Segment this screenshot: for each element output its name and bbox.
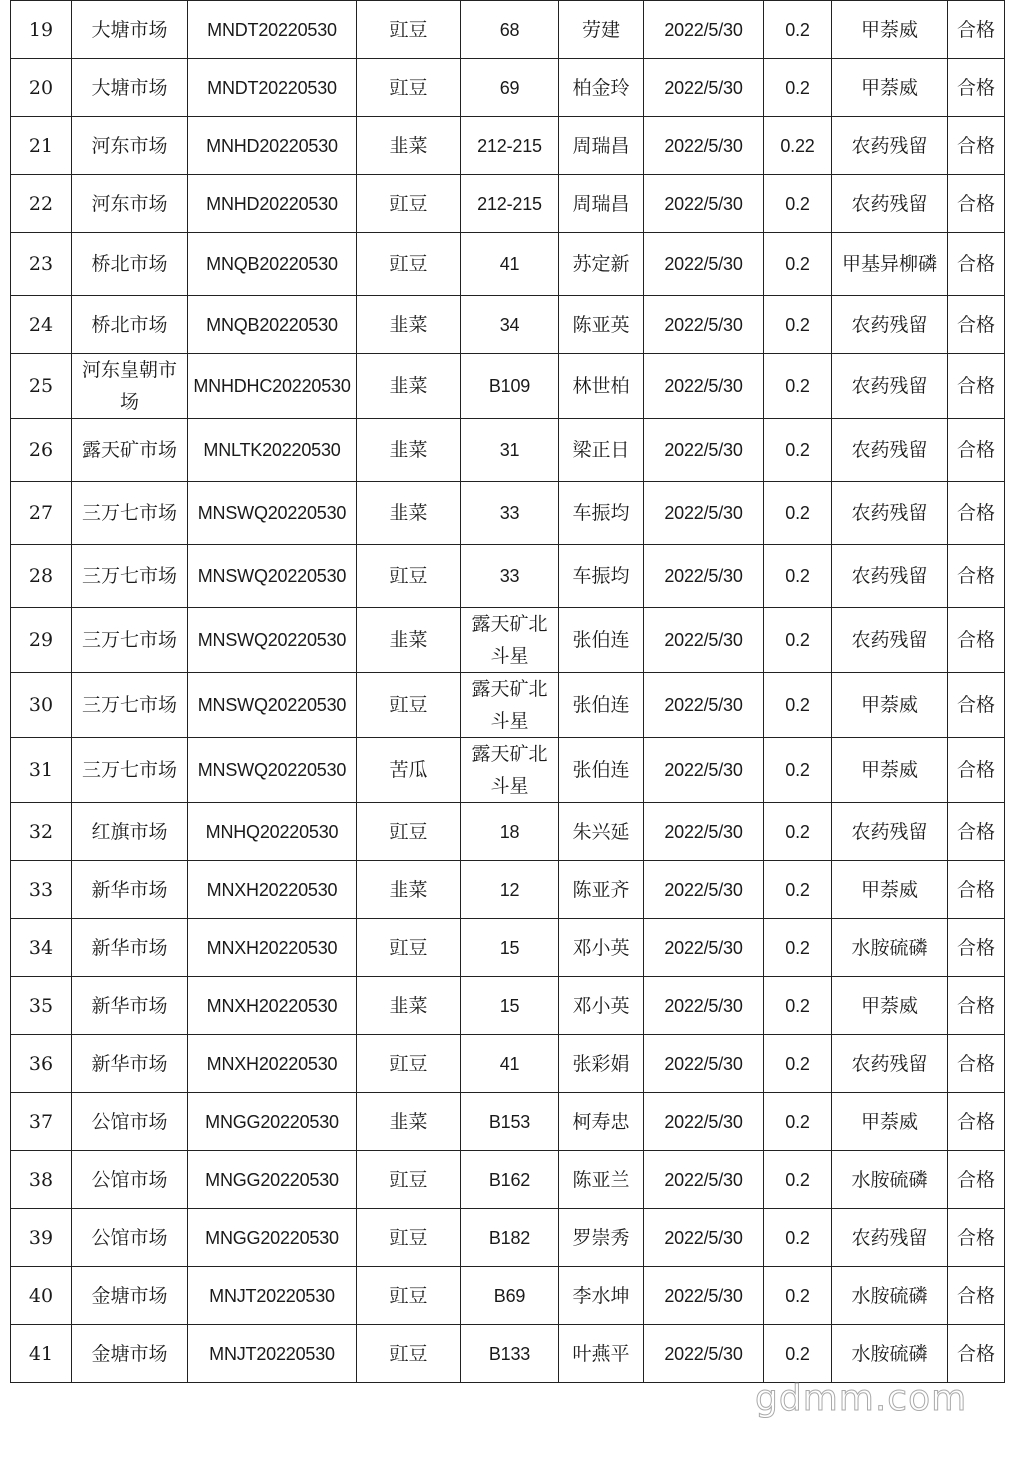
result-cell: 合格 [948, 803, 1005, 861]
market-cell: 桥北市场 [72, 233, 188, 296]
table-row [11, 482, 1005, 545]
test-item-cell: 甲萘威 [832, 738, 948, 803]
sample-code-cell: MNXH20220530 [188, 861, 357, 919]
test-item-cell: 水胺硫磷 [832, 919, 948, 977]
result-cell: 合格 [948, 545, 1005, 608]
owner-cell: 柯寿忠 [559, 1093, 644, 1151]
owner-cell: 张彩娟 [559, 1035, 644, 1093]
date-cell: 2022/5/30 [644, 673, 764, 738]
stall-cell: 12 [461, 861, 559, 919]
date-cell: 2022/5/30 [644, 1035, 764, 1093]
stall-cell: 露天矿北斗星 [461, 738, 559, 803]
date-cell: 2022/5/30 [644, 1151, 764, 1209]
owner-cell: 车振均 [559, 545, 644, 608]
stall-cell: B109 [461, 354, 559, 419]
test-item-cell: 农药残留 [832, 419, 948, 482]
stall-cell: 33 [461, 482, 559, 545]
item-cell: 豇豆 [357, 1, 461, 59]
result-cell: 合格 [948, 977, 1005, 1035]
stall-cell: 18 [461, 803, 559, 861]
item-cell: 韭菜 [357, 117, 461, 175]
table-row [11, 419, 1005, 482]
table-row [11, 1035, 1005, 1093]
test-item-cell: 甲萘威 [832, 59, 948, 117]
market-cell: 红旗市场 [72, 803, 188, 861]
owner-cell: 梁正日 [559, 419, 644, 482]
item-cell: 豇豆 [357, 673, 461, 738]
market-cell: 露天矿市场 [72, 419, 188, 482]
stall-cell: B153 [461, 1093, 559, 1151]
sample-code-cell: MNJT20220530 [188, 1267, 357, 1325]
test-item-cell: 甲萘威 [832, 1, 948, 59]
market-cell: 大塘市场 [72, 59, 188, 117]
row-number: 28 [11, 545, 72, 608]
test-item-cell: 甲萘威 [832, 977, 948, 1035]
test-item-cell: 甲萘威 [832, 1093, 948, 1151]
result-cell: 合格 [948, 233, 1005, 296]
result-cell: 合格 [948, 919, 1005, 977]
table-row [11, 673, 1005, 738]
test-item-cell: 水胺硫磷 [832, 1325, 948, 1383]
market-cell: 新华市场 [72, 977, 188, 1035]
item-cell: 韭菜 [357, 861, 461, 919]
item-cell: 韭菜 [357, 608, 461, 673]
amount-cell: 0.2 [764, 803, 832, 861]
item-cell: 豇豆 [357, 919, 461, 977]
test-item-cell: 水胺硫磷 [832, 1267, 948, 1325]
market-cell: 河东市场 [72, 117, 188, 175]
date-cell: 2022/5/30 [644, 1093, 764, 1151]
market-cell: 三万七市场 [72, 545, 188, 608]
date-cell: 2022/5/30 [644, 545, 764, 608]
row-number: 41 [11, 1325, 72, 1383]
test-item-cell: 农药残留 [832, 803, 948, 861]
item-cell: 苦瓜 [357, 738, 461, 803]
date-cell: 2022/5/30 [644, 738, 764, 803]
result-cell: 合格 [948, 861, 1005, 919]
table-row [11, 233, 1005, 296]
amount-cell: 0.2 [764, 545, 832, 608]
market-cell: 公馆市场 [72, 1209, 188, 1267]
owner-cell: 陈亚齐 [559, 861, 644, 919]
item-cell: 豇豆 [357, 545, 461, 608]
market-cell: 桥北市场 [72, 296, 188, 354]
test-item-cell: 甲萘威 [832, 861, 948, 919]
row-number: 35 [11, 977, 72, 1035]
item-cell: 豇豆 [357, 59, 461, 117]
date-cell: 2022/5/30 [644, 803, 764, 861]
item-cell: 豇豆 [357, 1151, 461, 1209]
date-cell: 2022/5/30 [644, 861, 764, 919]
result-cell: 合格 [948, 1093, 1005, 1151]
table-row [11, 977, 1005, 1035]
date-cell: 2022/5/30 [644, 482, 764, 545]
stall-cell: 41 [461, 1035, 559, 1093]
owner-cell: 叶燕平 [559, 1325, 644, 1383]
sample-code-cell: MNJT20220530 [188, 1325, 357, 1383]
sample-code-cell: MNHD20220530 [188, 117, 357, 175]
result-cell: 合格 [948, 1267, 1005, 1325]
market-cell: 大塘市场 [72, 1, 188, 59]
row-number: 39 [11, 1209, 72, 1267]
table-row [11, 738, 1005, 803]
amount-cell: 0.2 [764, 419, 832, 482]
test-item-cell: 农药残留 [832, 175, 948, 233]
owner-cell: 罗崇秀 [559, 1209, 644, 1267]
amount-cell: 0.2 [764, 673, 832, 738]
stall-cell: 69 [461, 59, 559, 117]
item-cell: 韭菜 [357, 419, 461, 482]
sample-code-cell: MNXH20220530 [188, 919, 357, 977]
amount-cell: 0.2 [764, 861, 832, 919]
row-number: 24 [11, 296, 72, 354]
sample-code-cell: MNHD20220530 [188, 175, 357, 233]
amount-cell: 0.2 [764, 919, 832, 977]
amount-cell: 0.2 [764, 1, 832, 59]
amount-cell: 0.2 [764, 1035, 832, 1093]
test-item-cell: 农药残留 [832, 545, 948, 608]
amount-cell: 0.2 [764, 354, 832, 419]
sample-code-cell: MNSWQ20220530 [188, 545, 357, 608]
table-row [11, 1151, 1005, 1209]
market-cell: 金塘市场 [72, 1267, 188, 1325]
date-cell: 2022/5/30 [644, 59, 764, 117]
market-cell: 三万七市场 [72, 738, 188, 803]
amount-cell: 0.2 [764, 977, 832, 1035]
stall-cell: 212-215 [461, 117, 559, 175]
owner-cell: 李水坤 [559, 1267, 644, 1325]
sample-code-cell: MNHDHC20220530 [188, 354, 357, 419]
item-cell: 豇豆 [357, 175, 461, 233]
item-cell: 韭菜 [357, 354, 461, 419]
table-row [11, 175, 1005, 233]
table-row [11, 1267, 1005, 1325]
sample-code-cell: MNXH20220530 [188, 977, 357, 1035]
test-item-cell: 农药残留 [832, 608, 948, 673]
row-number: 29 [11, 608, 72, 673]
test-item-cell: 甲萘威 [832, 673, 948, 738]
row-number: 19 [11, 1, 72, 59]
date-cell: 2022/5/30 [644, 117, 764, 175]
result-cell: 合格 [948, 482, 1005, 545]
table-row [11, 1093, 1005, 1151]
date-cell: 2022/5/30 [644, 919, 764, 977]
stall-cell: B133 [461, 1325, 559, 1383]
stall-cell: B69 [461, 1267, 559, 1325]
result-cell: 合格 [948, 1209, 1005, 1267]
item-cell: 豇豆 [357, 803, 461, 861]
row-number: 22 [11, 175, 72, 233]
stall-cell: 34 [461, 296, 559, 354]
owner-cell: 林世柏 [559, 354, 644, 419]
sample-code-cell: MNHQ20220530 [188, 803, 357, 861]
inspection-results-table [10, 0, 1005, 1383]
date-cell: 2022/5/30 [644, 1, 764, 59]
date-cell: 2022/5/30 [644, 175, 764, 233]
row-number: 33 [11, 861, 72, 919]
date-cell: 2022/5/30 [644, 419, 764, 482]
amount-cell: 0.22 [764, 117, 832, 175]
date-cell: 2022/5/30 [644, 1209, 764, 1267]
owner-cell: 周瑞昌 [559, 175, 644, 233]
item-cell: 豇豆 [357, 1325, 461, 1383]
row-number: 26 [11, 419, 72, 482]
result-cell: 合格 [948, 296, 1005, 354]
sample-code-cell: MNGG20220530 [188, 1151, 357, 1209]
sample-code-cell: MNQB20220530 [188, 296, 357, 354]
table-row [11, 545, 1005, 608]
stall-cell: B182 [461, 1209, 559, 1267]
row-number: 27 [11, 482, 72, 545]
table-row [11, 354, 1005, 419]
sample-code-cell: MNQB20220530 [188, 233, 357, 296]
test-item-cell: 农药残留 [832, 1209, 948, 1267]
amount-cell: 0.2 [764, 1209, 832, 1267]
item-cell: 韭菜 [357, 977, 461, 1035]
row-number: 32 [11, 803, 72, 861]
owner-cell: 苏定新 [559, 233, 644, 296]
table-row [11, 608, 1005, 673]
date-cell: 2022/5/30 [644, 233, 764, 296]
sample-code-cell: MNLTK20220530 [188, 419, 357, 482]
row-number: 23 [11, 233, 72, 296]
table-row [11, 1, 1005, 59]
result-cell: 合格 [948, 1, 1005, 59]
amount-cell: 0.2 [764, 738, 832, 803]
table-row [11, 861, 1005, 919]
result-cell: 合格 [948, 419, 1005, 482]
sample-code-cell: MNSWQ20220530 [188, 608, 357, 673]
sample-code-cell: MNSWQ20220530 [188, 738, 357, 803]
row-number: 31 [11, 738, 72, 803]
amount-cell: 0.2 [764, 1093, 832, 1151]
table-row [11, 1209, 1005, 1267]
market-cell: 公馆市场 [72, 1093, 188, 1151]
owner-cell: 劳建 [559, 1, 644, 59]
item-cell: 韭菜 [357, 296, 461, 354]
date-cell: 2022/5/30 [644, 296, 764, 354]
sample-code-cell: MNDT20220530 [188, 1, 357, 59]
owner-cell: 邓小英 [559, 977, 644, 1035]
date-cell: 2022/5/30 [644, 1325, 764, 1383]
date-cell: 2022/5/30 [644, 354, 764, 419]
item-cell: 豇豆 [357, 1035, 461, 1093]
stall-cell: 212-215 [461, 175, 559, 233]
sample-code-cell: MNXH20220530 [188, 1035, 357, 1093]
row-number: 21 [11, 117, 72, 175]
result-cell: 合格 [948, 738, 1005, 803]
test-item-cell: 农药残留 [832, 296, 948, 354]
table-row [11, 1325, 1005, 1383]
market-cell: 新华市场 [72, 919, 188, 977]
owner-cell: 车振均 [559, 482, 644, 545]
row-number: 20 [11, 59, 72, 117]
stall-cell: 15 [461, 977, 559, 1035]
market-cell: 三万七市场 [72, 608, 188, 673]
date-cell: 2022/5/30 [644, 977, 764, 1035]
sample-code-cell: MNDT20220530 [188, 59, 357, 117]
sample-code-cell: MNGG20220530 [188, 1093, 357, 1151]
sample-code-cell: MNSWQ20220530 [188, 482, 357, 545]
test-item-cell: 农药残留 [832, 482, 948, 545]
sample-code-cell: MNSWQ20220530 [188, 673, 357, 738]
test-item-cell: 水胺硫磷 [832, 1151, 948, 1209]
market-cell: 河东市场 [72, 175, 188, 233]
test-item-cell: 甲基异柳磷 [832, 233, 948, 296]
market-cell: 河东皇朝市场 [72, 354, 188, 419]
test-item-cell: 农药残留 [832, 117, 948, 175]
row-number: 38 [11, 1151, 72, 1209]
row-number: 34 [11, 919, 72, 977]
result-cell: 合格 [948, 1325, 1005, 1383]
market-cell: 三万七市场 [72, 673, 188, 738]
owner-cell: 朱兴延 [559, 803, 644, 861]
item-cell: 韭菜 [357, 482, 461, 545]
row-number: 30 [11, 673, 72, 738]
amount-cell: 0.2 [764, 482, 832, 545]
date-cell: 2022/5/30 [644, 608, 764, 673]
table-row [11, 803, 1005, 861]
stall-cell: 15 [461, 919, 559, 977]
results-body [11, 1, 1005, 1383]
market-cell: 公馆市场 [72, 1151, 188, 1209]
result-cell: 合格 [948, 59, 1005, 117]
market-cell: 新华市场 [72, 1035, 188, 1093]
amount-cell: 0.2 [764, 296, 832, 354]
result-cell: 合格 [948, 175, 1005, 233]
amount-cell: 0.2 [764, 59, 832, 117]
stall-cell: 露天矿北斗星 [461, 608, 559, 673]
table-row [11, 919, 1005, 977]
row-number: 25 [11, 354, 72, 419]
row-number: 40 [11, 1267, 72, 1325]
stall-cell: 31 [461, 419, 559, 482]
stall-cell: B162 [461, 1151, 559, 1209]
result-cell: 合格 [948, 354, 1005, 419]
owner-cell: 张伯连 [559, 608, 644, 673]
stall-cell: 露天矿北斗星 [461, 673, 559, 738]
row-number: 37 [11, 1093, 72, 1151]
market-cell: 金塘市场 [72, 1325, 188, 1383]
owner-cell: 柏金玲 [559, 59, 644, 117]
table-row [11, 296, 1005, 354]
owner-cell: 张伯连 [559, 673, 644, 738]
item-cell: 豇豆 [357, 1267, 461, 1325]
result-cell: 合格 [948, 1151, 1005, 1209]
owner-cell: 陈亚英 [559, 296, 644, 354]
amount-cell: 0.2 [764, 1325, 832, 1383]
market-cell: 新华市场 [72, 861, 188, 919]
result-cell: 合格 [948, 117, 1005, 175]
table-row [11, 117, 1005, 175]
stall-cell: 68 [461, 1, 559, 59]
amount-cell: 0.2 [764, 1151, 832, 1209]
stall-cell: 33 [461, 545, 559, 608]
amount-cell: 0.2 [764, 608, 832, 673]
result-cell: 合格 [948, 673, 1005, 738]
result-cell: 合格 [948, 1035, 1005, 1093]
site-watermark: gdmm.com [755, 1378, 968, 1419]
item-cell: 韭菜 [357, 1093, 461, 1151]
sample-code-cell: MNGG20220530 [188, 1209, 357, 1267]
owner-cell: 张伯连 [559, 738, 644, 803]
result-cell: 合格 [948, 608, 1005, 673]
amount-cell: 0.2 [764, 233, 832, 296]
amount-cell: 0.2 [764, 175, 832, 233]
item-cell: 豇豆 [357, 1209, 461, 1267]
table-row [11, 59, 1005, 117]
owner-cell: 陈亚兰 [559, 1151, 644, 1209]
stall-cell: 41 [461, 233, 559, 296]
owner-cell: 周瑞昌 [559, 117, 644, 175]
test-item-cell: 农药残留 [832, 354, 948, 419]
item-cell: 豇豆 [357, 233, 461, 296]
market-cell: 三万七市场 [72, 482, 188, 545]
row-number: 36 [11, 1035, 72, 1093]
owner-cell: 邓小英 [559, 919, 644, 977]
date-cell: 2022/5/30 [644, 1267, 764, 1325]
test-item-cell: 农药残留 [832, 1035, 948, 1093]
amount-cell: 0.2 [764, 1267, 832, 1325]
